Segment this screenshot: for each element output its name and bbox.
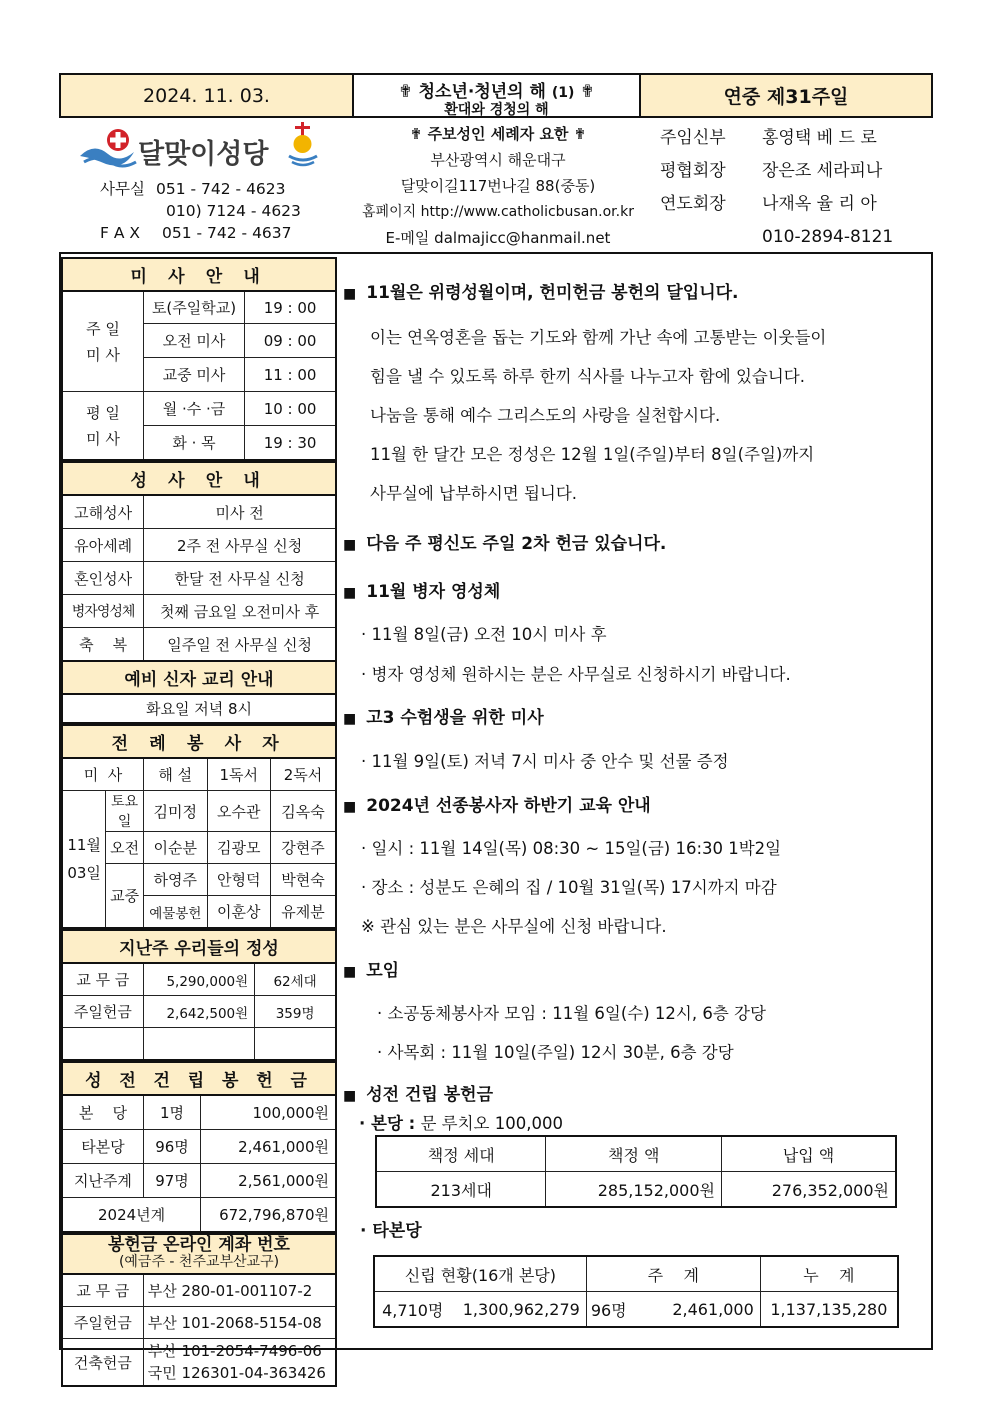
offering-amount: 2,642,500원 bbox=[143, 996, 255, 1028]
minister-name: 하영주 bbox=[144, 864, 207, 896]
header-date bbox=[59, 73, 352, 118]
accounts-title bbox=[62, 1234, 336, 1274]
staff-name: 나재옥 율 리 아 bbox=[762, 194, 877, 214]
account-number: 부산 101-2068-5154-08 bbox=[143, 1307, 336, 1339]
ministers-title: 전 례 봉 사 자 bbox=[62, 725, 336, 758]
account-row bbox=[62, 1339, 336, 1387]
notice-sub-value: 문 루치오 100,000 bbox=[420, 1114, 563, 1133]
table-cell: 276,352,000원 bbox=[721, 1172, 896, 1208]
sacrament-value: 2주 전 사무실 신청 bbox=[144, 529, 336, 562]
notice-line: · 11월 9일(토) 저녁 7시 미사 중 안수 및 선물 증정 bbox=[361, 752, 729, 771]
building-name: 지난주계 bbox=[62, 1164, 143, 1198]
notice-body bbox=[343, 615, 913, 695]
staff-role: 평협회장 bbox=[660, 161, 726, 181]
sacrament-name: 유아세례 bbox=[62, 529, 144, 562]
week-text: 연중 제31주일 bbox=[723, 86, 849, 108]
notices bbox=[343, 278, 913, 1142]
offering-count: 359명 bbox=[255, 996, 336, 1028]
minister-header: 해 설 bbox=[144, 758, 207, 791]
patron-text: 주보성인 세례자 요한 bbox=[427, 125, 569, 143]
date-text: 2024. 11. 03. bbox=[143, 84, 270, 107]
minister-date: 11월 03일 bbox=[62, 791, 106, 929]
notice-title: 모임 bbox=[366, 961, 400, 981]
notice-heading bbox=[343, 956, 913, 994]
sacrament-value: 한달 전 사무실 신청 bbox=[144, 562, 336, 595]
mass-name: 월 ·수 ·금 bbox=[143, 392, 244, 426]
building-count: 1명 bbox=[143, 1095, 200, 1130]
minister-header: 2독서 bbox=[271, 758, 336, 791]
offering-amount: 5,290,000원 bbox=[143, 963, 255, 996]
mass-time: 19 : 30 bbox=[245, 426, 336, 461]
accounts-subtitle: (예금주 - 천주교부산교구) bbox=[118, 1254, 280, 1270]
sacrament-value: 일주일 전 사무실 신청 bbox=[144, 628, 336, 662]
staff-row bbox=[660, 188, 910, 221]
table-cell: 285,152,000원 bbox=[546, 1172, 722, 1208]
sacrament-value: 첫째 금요일 오전미사 후 bbox=[144, 595, 336, 628]
notice-line: · 11월 8일(금) 오전 10시 미사 후 bbox=[361, 625, 607, 644]
wave-logo-icon bbox=[78, 126, 138, 172]
table-header: 납입 액 bbox=[721, 1136, 896, 1172]
logo-text: 달맞이성당 bbox=[138, 139, 269, 170]
notice-line: · 소공동체봉사자 모임 : 11월 6일(수) 12시, 6층 강당 bbox=[377, 1004, 766, 1023]
other-parish-label bbox=[360, 1216, 422, 1241]
office-label: 사무실 bbox=[100, 180, 145, 198]
notice-title: 성전 건립 봉헌금 bbox=[366, 1085, 494, 1105]
offerings-title: 지난주 우리들의 정성 bbox=[62, 930, 336, 963]
notice-line: · 병자 영성체 원하시는 분은 사무실로 신청하시기 바랍니다. bbox=[361, 665, 791, 684]
minister-mass: 토요일 bbox=[106, 791, 144, 832]
minister-name: 김옥숙 bbox=[271, 791, 336, 832]
minister-name: 이순분 bbox=[144, 832, 207, 864]
minister-name: 예물봉헌 bbox=[144, 896, 207, 929]
notice-line: 11월 한 달간 모은 정성은 12월 1일(주일)부터 8일(주일)까지 bbox=[370, 445, 815, 464]
sacrament-value: 미사 전 bbox=[144, 495, 336, 529]
staff-row bbox=[660, 155, 910, 188]
building-count: 97명 bbox=[143, 1164, 200, 1198]
theme-subtitle: 환대와 경청의 해 bbox=[444, 102, 549, 118]
notice-heading bbox=[343, 791, 913, 829]
mass-time: 10 : 00 bbox=[245, 392, 336, 426]
minister-name: 오수관 bbox=[207, 791, 270, 832]
left-sidebar bbox=[61, 257, 337, 1387]
account-building-numbers bbox=[143, 1339, 336, 1387]
office-contacts bbox=[100, 178, 340, 244]
building-main-table bbox=[375, 1135, 897, 1208]
account-name: 건축헌금 bbox=[62, 1339, 143, 1387]
notice-heading bbox=[343, 703, 913, 743]
account-name: 교 무 금 bbox=[62, 1274, 143, 1307]
header-theme bbox=[352, 73, 641, 118]
minister-name: 박현숙 bbox=[271, 864, 336, 896]
catechism-title: 예비 신자 교리 안내 bbox=[62, 661, 336, 694]
sacraments-title: 성 사 안 내 bbox=[62, 462, 336, 495]
table-header: 책정 세대 bbox=[376, 1136, 546, 1172]
sacrament-name: 혼인성사 bbox=[62, 562, 144, 595]
cross-icon: ✟ bbox=[398, 82, 413, 102]
cross-sun-icon bbox=[286, 122, 320, 168]
cross-icon: ✟ bbox=[580, 82, 595, 102]
other-parish-text: · 타본당 bbox=[360, 1221, 422, 1241]
bullet-icon: ■ bbox=[343, 1088, 357, 1104]
notice-line: · 일시 : 11월 14일(목) 08:30 ~ 15일(금) 16:30 1박2일 bbox=[361, 839, 782, 858]
address-line1: 부산광역시 해운대구 bbox=[430, 151, 566, 169]
mass-name: 토(주일학교) bbox=[143, 291, 244, 324]
minister-name: 김미정 bbox=[144, 791, 207, 832]
notice-title: 다음 주 평신도 주일 2차 헌금 있습니다. bbox=[366, 534, 667, 554]
minister-mass: 교중 bbox=[106, 864, 144, 929]
table-cell: 1,300,962,279 bbox=[451, 1292, 587, 1328]
table-header: 책정 액 bbox=[546, 1136, 722, 1172]
account-number: 부산 280-01-001107-2 bbox=[143, 1274, 336, 1307]
account-row bbox=[62, 1274, 336, 1307]
minister-row bbox=[62, 791, 336, 832]
minister-name: 이훈상 bbox=[207, 896, 270, 929]
offering-row bbox=[62, 963, 336, 996]
fax-label: F A X bbox=[100, 224, 140, 242]
building-row bbox=[62, 1164, 336, 1198]
building-other-table bbox=[373, 1255, 899, 1328]
notice-line: ※ 관심 있는 분은 사무실에 신청 바랍니다. bbox=[361, 917, 667, 936]
mass-name: 화 · 목 bbox=[143, 426, 244, 461]
notice-body bbox=[343, 318, 913, 513]
staff-role: 연도회장 bbox=[660, 194, 726, 214]
building-year-total: 672,796,870원 bbox=[201, 1198, 336, 1233]
notice-heading bbox=[343, 1080, 913, 1110]
offering-name: 주일헌금 bbox=[62, 996, 143, 1028]
cross-icon: ✟ bbox=[409, 125, 423, 143]
parish-logo bbox=[78, 126, 328, 174]
minister-mass: 오전 bbox=[106, 832, 144, 864]
notice-heading bbox=[343, 278, 913, 318]
table-cell: 4,710명 bbox=[374, 1292, 451, 1328]
sacrament-name: 고해성사 bbox=[62, 495, 144, 529]
mass-time: 09 : 00 bbox=[245, 324, 336, 358]
table-row bbox=[374, 1292, 898, 1328]
notice-title: 고3 수험생을 위한 미사 bbox=[366, 708, 544, 728]
staff-list bbox=[660, 122, 910, 254]
notice-heading bbox=[343, 529, 913, 577]
bullet-icon: ■ bbox=[343, 964, 357, 980]
sacrament-row bbox=[62, 495, 336, 529]
building-name: 타본당 bbox=[62, 1130, 143, 1164]
staff-role: 주임신부 bbox=[660, 128, 726, 148]
mass-time: 19 : 00 bbox=[245, 291, 336, 324]
table-header-row bbox=[374, 1256, 898, 1292]
account-number: 국민 126301-04-363426 bbox=[147, 1364, 326, 1382]
fax-number: 051 - 742 - 4637 bbox=[162, 224, 292, 242]
sacrament-name: 병자영성체 bbox=[62, 595, 144, 628]
mass-name: 오전 미사 bbox=[143, 324, 244, 358]
building-row bbox=[62, 1130, 336, 1164]
notice-line: 힘을 낼 수 있도록 하루 한끼 식사를 나누고자 함에 있습니다. bbox=[370, 367, 805, 386]
building-title: 성 전 건 립 봉 헌 금 bbox=[62, 1062, 336, 1095]
email-link[interactable]: E-메일 dalmajicc@hanmail.net bbox=[385, 229, 611, 247]
sacrament-row bbox=[62, 562, 336, 595]
sacrament-row bbox=[62, 628, 336, 662]
table-header: 신립 현황(16개 본당) bbox=[374, 1256, 586, 1292]
mass-title: 미 사 안 내 bbox=[62, 258, 336, 291]
notice-line: · 장소 : 성분도 은혜의 집 / 10월 31일(목) 17시까지 마감 bbox=[361, 878, 777, 897]
mass-row bbox=[62, 291, 336, 324]
theme-title: 청소년·청년의 해 bbox=[418, 82, 546, 102]
bullet-icon: ■ bbox=[343, 711, 357, 727]
building-row bbox=[62, 1198, 336, 1233]
cross-icon: ✟ bbox=[573, 125, 587, 143]
notice-line: 나눔을 통해 예수 그리스도의 사랑을 실천합시다. bbox=[370, 406, 721, 425]
minister-name: 김광모 bbox=[207, 832, 270, 864]
office-phone2: 010) 7124 - 4623 bbox=[166, 202, 301, 220]
bullet-icon: ■ bbox=[343, 585, 357, 601]
office-phone: 051 - 742 - 4623 bbox=[156, 180, 286, 198]
theme-number: (1) bbox=[551, 85, 575, 101]
table-header: 누 계 bbox=[760, 1256, 898, 1292]
notice-sub-label: · 본당 : bbox=[359, 1114, 416, 1133]
weekday-mass-label: 평 일 미 사 bbox=[62, 392, 143, 461]
building-count: 96명 bbox=[143, 1130, 200, 1164]
staff-row bbox=[660, 122, 910, 155]
notice-line: · 사목회 : 11월 10일(주일) 12시 30분, 6층 강당 bbox=[377, 1043, 734, 1062]
account-row bbox=[62, 1307, 336, 1339]
table-cell: 2,461,000 bbox=[643, 1292, 761, 1328]
notice-body bbox=[343, 743, 913, 781]
sacrament-row bbox=[62, 529, 336, 562]
sacrament-row bbox=[62, 595, 336, 628]
minister-name: 강현주 bbox=[271, 832, 336, 864]
parish-info bbox=[348, 121, 648, 251]
building-year-label: 2024년계 bbox=[62, 1198, 201, 1233]
notice-line: 이는 연옥영혼을 돕는 기도와 함께 가난 속에 고통받는 이웃들이 bbox=[370, 328, 827, 347]
table-header-row bbox=[376, 1136, 896, 1172]
notice-body bbox=[343, 829, 913, 946]
staff-name: 홍영택 베 드 로 bbox=[762, 128, 877, 148]
account-number: 부산 101-2054-7496-06 bbox=[147, 1342, 322, 1360]
building-row bbox=[62, 1095, 336, 1130]
table-cell: 1,137,135,280 bbox=[760, 1292, 898, 1328]
offering-name: 교 무 금 bbox=[62, 963, 143, 996]
building-amount: 2,461,000원 bbox=[201, 1130, 336, 1164]
minister-name: 유제분 bbox=[271, 896, 336, 929]
notice-heading bbox=[343, 577, 913, 615]
mass-row bbox=[62, 392, 336, 426]
bullet-icon: ■ bbox=[343, 799, 357, 815]
account-name: 주일헌금 bbox=[62, 1307, 143, 1339]
header-week bbox=[641, 73, 933, 118]
minister-name: 안형덕 bbox=[207, 864, 270, 896]
address-line2: 달맞이길117번나길 88(중동) bbox=[400, 177, 596, 195]
notice-title: 11월 병자 영성체 bbox=[366, 582, 501, 602]
accounts-title-text: 봉헌금 온라인 계좌 번호 bbox=[108, 1235, 290, 1255]
mass-name: 교중 미사 bbox=[143, 358, 244, 392]
sunday-mass-label: 주 일 미 사 bbox=[62, 291, 143, 392]
table-row bbox=[376, 1172, 896, 1208]
notice-line: 사무실에 납부하시면 됩니다. bbox=[370, 484, 578, 503]
offering-count: 62세대 bbox=[255, 963, 336, 996]
offering-row-empty bbox=[62, 1028, 336, 1061]
table-header: 주 계 bbox=[586, 1256, 760, 1292]
staff-name: 장은조 세라피나 bbox=[762, 161, 883, 181]
notice-title: 2024년 선종봉사자 하반기 교육 안내 bbox=[366, 796, 651, 816]
minister-header: 1독서 bbox=[207, 758, 270, 791]
homepage-link[interactable]: 홈페이지 http://www.catholicbusan.or.kr bbox=[362, 204, 634, 220]
offering-row bbox=[62, 996, 336, 1028]
bullet-icon: ■ bbox=[343, 286, 357, 302]
bullet-icon: ■ bbox=[343, 537, 357, 553]
building-amount: 2,561,000원 bbox=[201, 1164, 336, 1198]
building-name: 본 당 bbox=[62, 1095, 143, 1130]
staff-phone: 010-2894-8121 bbox=[762, 227, 894, 247]
table-cell: 96명 bbox=[586, 1292, 642, 1328]
sacrament-name: 축 복 bbox=[62, 628, 144, 662]
catechism-value: 화요일 저녁 8시 bbox=[62, 694, 336, 723]
table-cell: 213세대 bbox=[376, 1172, 546, 1208]
notice-body bbox=[343, 994, 913, 1072]
minister-header: 미 사 bbox=[62, 758, 144, 791]
notice-title: 11월은 위령성월이며, 헌미헌금 봉헌의 달입니다. bbox=[366, 283, 739, 303]
building-amount: 100,000원 bbox=[201, 1095, 336, 1130]
mass-time: 11 : 00 bbox=[245, 358, 336, 392]
